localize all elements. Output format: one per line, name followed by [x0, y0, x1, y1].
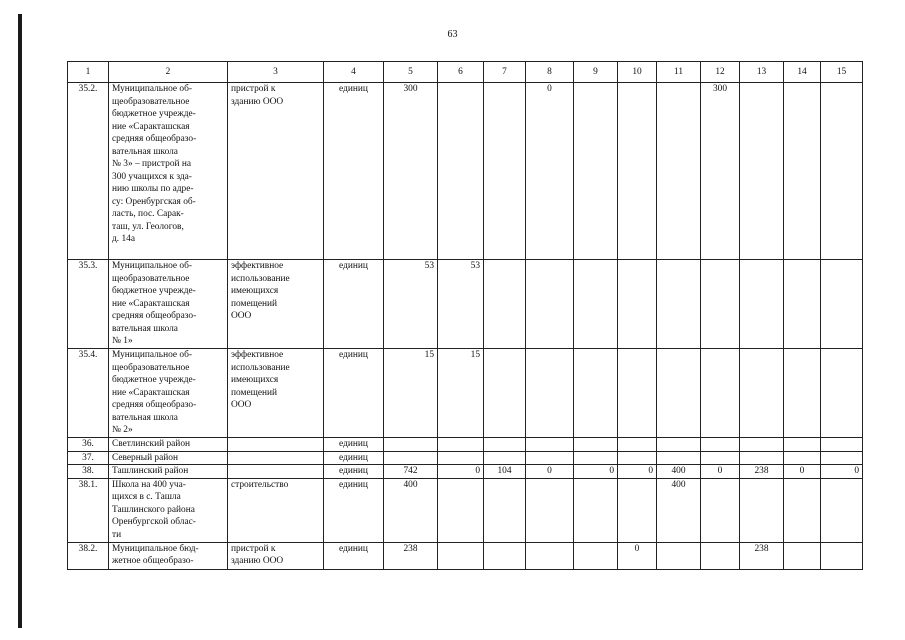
data-table [67, 61, 863, 570]
header-cell: 12 [701, 62, 740, 83]
header-cell: 1 [68, 62, 109, 83]
header-cell: 11 [657, 62, 701, 83]
header-cell: 4 [324, 62, 384, 83]
cell-value [821, 260, 863, 349]
cell-value: 238 [740, 542, 784, 569]
row-unit: единиц [324, 542, 384, 569]
table-row [68, 83, 863, 260]
cell-value [821, 83, 863, 260]
cell-value [526, 438, 574, 452]
row-number: 38.2. [68, 542, 109, 569]
row-unit: единиц [324, 478, 384, 542]
header-cell: 5 [384, 62, 438, 83]
cell-value [484, 349, 526, 438]
row-name: Школа на 400 уча- щихся в с. Ташла Ташлинского района Оренбургской облас- ти [109, 478, 228, 542]
cell-value [574, 260, 618, 349]
row-type: эффективное использование имеющихся помещений ООО [228, 260, 324, 349]
cell-value: 15 [384, 349, 438, 438]
cell-value [618, 349, 657, 438]
row-unit: единиц [324, 260, 384, 349]
row-number: 35.4. [68, 349, 109, 438]
cell-value [821, 478, 863, 542]
header-cell: 15 [821, 62, 863, 83]
row-unit: единиц [324, 83, 384, 260]
cell-value [484, 260, 526, 349]
cell-value: 53 [438, 260, 484, 349]
cell-value [618, 451, 657, 465]
cell-value [701, 438, 740, 452]
cell-value: 0 [618, 465, 657, 479]
cell-value [526, 260, 574, 349]
header-cell: 13 [740, 62, 784, 83]
header-cell: 3 [228, 62, 324, 83]
cell-value [438, 542, 484, 569]
cell-value [784, 349, 821, 438]
cell-value [438, 438, 484, 452]
row-name: Муниципальное бюд- жетное общеобразо- [109, 542, 228, 569]
cell-value [821, 349, 863, 438]
cell-value [784, 83, 821, 260]
cell-value [526, 349, 574, 438]
row-name: Муниципальное об- щеобразовательное бюджетное учрежде- ние «Саракташская средняя общеобразо- вательная школа № 2» [109, 349, 228, 438]
row-number: 36. [68, 438, 109, 452]
cell-value [384, 451, 438, 465]
cell-value [784, 451, 821, 465]
cell-value [701, 478, 740, 542]
cell-value: 300 [701, 83, 740, 260]
cell-value [657, 451, 701, 465]
cell-value [574, 542, 618, 569]
header-cell: 7 [484, 62, 526, 83]
cell-value [574, 478, 618, 542]
row-name: Ташлинский район [109, 465, 228, 479]
header-cell: 6 [438, 62, 484, 83]
table-row [68, 349, 863, 438]
cell-value [618, 438, 657, 452]
cell-value [574, 451, 618, 465]
cell-value [740, 451, 784, 465]
cell-value: 15 [438, 349, 484, 438]
page-number: 63 [447, 29, 458, 40]
cell-value: 0 [784, 465, 821, 479]
row-type [228, 438, 324, 452]
cell-value [740, 349, 784, 438]
cell-value [618, 83, 657, 260]
cell-value: 0 [821, 465, 863, 479]
cell-value [784, 542, 821, 569]
table-row [68, 465, 863, 479]
row-number: 38.1. [68, 478, 109, 542]
cell-value [574, 349, 618, 438]
cell-value [784, 260, 821, 349]
table-row [68, 438, 863, 452]
cell-value [657, 83, 701, 260]
table-row [68, 451, 863, 465]
row-type [228, 465, 324, 479]
cell-value: 0 [574, 465, 618, 479]
table-row [68, 478, 863, 542]
cell-value [657, 542, 701, 569]
table-row [68, 260, 863, 349]
header-cell: 10 [618, 62, 657, 83]
table-row [68, 542, 863, 569]
row-name: Светлинский район [109, 438, 228, 452]
row-type: пристрой к зданию ООО [228, 542, 324, 569]
cell-value [701, 451, 740, 465]
cell-value [740, 83, 784, 260]
cell-value: 400 [657, 478, 701, 542]
cell-value [740, 478, 784, 542]
cell-value [438, 478, 484, 542]
cell-value [784, 478, 821, 542]
scan-edge-line [18, 14, 22, 628]
cell-value [574, 83, 618, 260]
cell-value [701, 260, 740, 349]
cell-value [740, 260, 784, 349]
row-type: строительство [228, 478, 324, 542]
cell-value [784, 438, 821, 452]
row-unit: единиц [324, 438, 384, 452]
cell-value [574, 438, 618, 452]
cell-value [657, 260, 701, 349]
cell-value [618, 478, 657, 542]
row-number: 35.3. [68, 260, 109, 349]
cell-value [384, 438, 438, 452]
cell-value: 0 [526, 465, 574, 479]
row-name: Муниципальное об- щеобразовательное бюджетное учрежде- ние «Саракташская средняя общеобразо- вательная школа № 1» [109, 260, 228, 349]
cell-value [740, 438, 784, 452]
cell-value [438, 451, 484, 465]
cell-value [701, 349, 740, 438]
cell-value: 400 [657, 465, 701, 479]
cell-value: 238 [740, 465, 784, 479]
row-name: Муниципальное об- щеобразовательное бюджетное учрежде- ние «Саракташская средняя общеобразо- вательная школа № 3» – пристрой на 300 учащихся к зда- нию школы по адре- су: Оренбургская об- ласть, пос. Сарак- таш, ул. Геологов, д. 14а [109, 83, 228, 260]
row-type [228, 451, 324, 465]
cell-value: 300 [384, 83, 438, 260]
cell-value [526, 451, 574, 465]
cell-value [526, 478, 574, 542]
row-number: 35.2. [68, 83, 109, 260]
cell-value: 0 [701, 465, 740, 479]
row-unit: единиц [324, 451, 384, 465]
row-number: 37. [68, 451, 109, 465]
row-name: Северный район [109, 451, 228, 465]
cell-value: 0 [438, 465, 484, 479]
cell-value [484, 542, 526, 569]
row-unit: единиц [324, 465, 384, 479]
row-type: пристрой к зданию ООО [228, 83, 324, 260]
cell-value [657, 438, 701, 452]
row-unit: единиц [324, 349, 384, 438]
header-cell: 14 [784, 62, 821, 83]
cell-value: 104 [484, 465, 526, 479]
cell-value: 238 [384, 542, 438, 569]
row-number: 38. [68, 465, 109, 479]
cell-value [484, 478, 526, 542]
cell-value: 400 [384, 478, 438, 542]
cell-value [657, 349, 701, 438]
cell-value [821, 451, 863, 465]
cell-value [484, 451, 526, 465]
cell-value [484, 83, 526, 260]
cell-value [701, 542, 740, 569]
cell-value [438, 83, 484, 260]
cell-value: 0 [526, 83, 574, 260]
header-row [68, 62, 863, 83]
cell-value [821, 438, 863, 452]
cell-value [526, 542, 574, 569]
row-type: эффективное использование имеющихся помещений ООО [228, 349, 324, 438]
cell-value [618, 260, 657, 349]
cell-value: 53 [384, 260, 438, 349]
cell-value: 742 [384, 465, 438, 479]
cell-value [821, 542, 863, 569]
header-cell: 2 [109, 62, 228, 83]
cell-value: 0 [618, 542, 657, 569]
header-cell: 9 [574, 62, 618, 83]
cell-value [484, 438, 526, 452]
header-cell: 8 [526, 62, 574, 83]
